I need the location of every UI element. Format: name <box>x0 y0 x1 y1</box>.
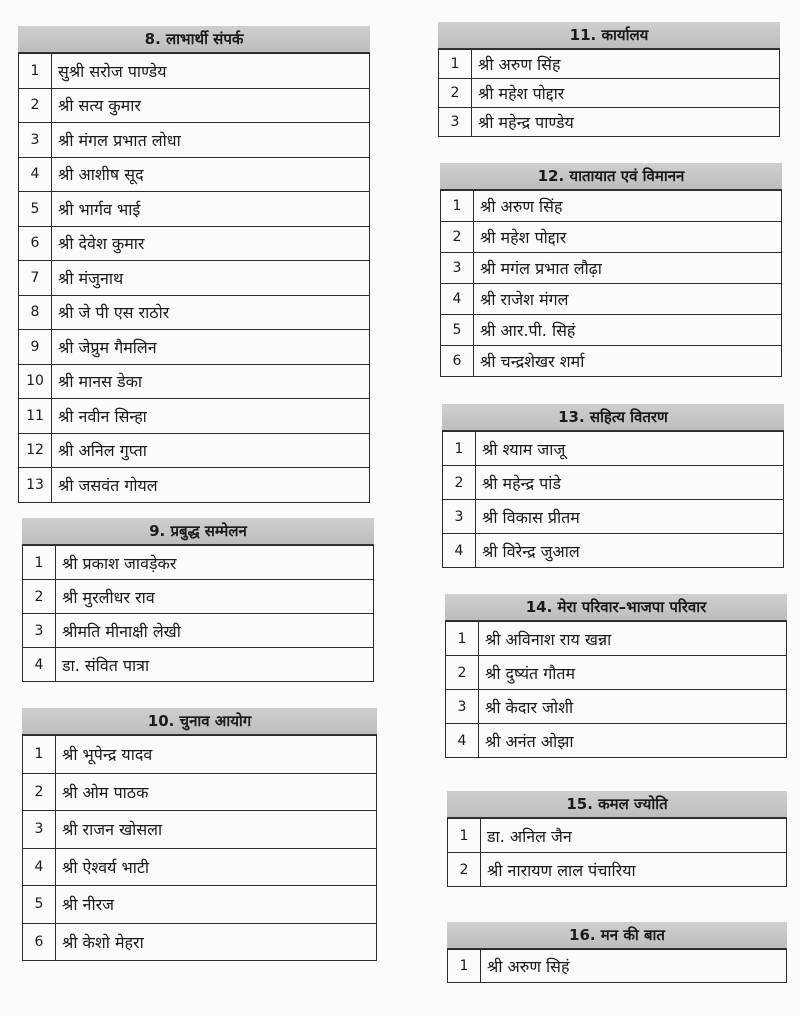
section-title: 10. चुनाव आयोग <box>22 708 377 735</box>
member-name: श्री अरुण सिंह <box>472 50 780 79</box>
member-name: श्री नारायण लाल पंचारिया <box>481 853 787 887</box>
section-title: 11. कार्यालय <box>438 22 780 49</box>
section-9 <box>22 518 374 682</box>
member-name: श्री प्रकाश जावड़ेकर <box>56 546 374 580</box>
member-name: श्री केशो मेहरा <box>56 923 377 961</box>
serial-number: 10 <box>19 364 52 399</box>
table-row <box>441 253 782 284</box>
member-name: श्रीमति मीनाक्षी लेखी <box>56 614 374 648</box>
table-row <box>23 811 377 849</box>
serial-number: 6 <box>19 226 52 261</box>
member-name: श्री अविनाश राय खन्ना <box>479 622 787 656</box>
table-row <box>23 886 377 924</box>
member-name: श्री आशीष सूद <box>52 157 370 192</box>
table-row <box>23 546 374 580</box>
section-8 <box>18 26 370 503</box>
table-row <box>19 123 370 158</box>
serial-number: 1 <box>439 50 472 79</box>
table-row <box>23 614 374 648</box>
member-table <box>447 818 787 887</box>
table-row <box>19 192 370 227</box>
member-name: श्री मानस डेका <box>52 364 370 399</box>
table-row <box>19 399 370 434</box>
table-row <box>448 853 787 887</box>
serial-number: 11 <box>19 399 52 434</box>
member-name: सुश्री सरोज पाण्डेय <box>52 54 370 89</box>
serial-number: 5 <box>19 192 52 227</box>
serial-number: 4 <box>446 724 479 758</box>
serial-number: 3 <box>23 614 56 648</box>
member-name: श्री महेन्द्र पांडे <box>476 466 784 500</box>
member-table <box>440 190 782 377</box>
member-name: श्री दुष्यंत गौतम <box>479 656 787 690</box>
section-title: 13. सहित्य वितरण <box>442 404 784 431</box>
member-name: श्री सत्य कुमार <box>52 88 370 123</box>
table-row <box>446 690 787 724</box>
serial-number: 3 <box>23 811 56 849</box>
serial-number: 5 <box>23 886 56 924</box>
member-name: श्री ऐश्वर्य भाटी <box>56 848 377 886</box>
table-row <box>443 432 784 466</box>
serial-number: 2 <box>439 79 472 108</box>
serial-number: 1 <box>443 432 476 466</box>
member-name: श्री जेप्रुम गैमलिन <box>52 330 370 365</box>
serial-number: 2 <box>19 88 52 123</box>
section-title: 16. मन की बात <box>447 922 787 949</box>
serial-number: 4 <box>443 534 476 568</box>
table-row <box>23 923 377 961</box>
serial-number: 3 <box>441 253 474 284</box>
member-name: श्री अरुण सिहं <box>481 950 787 983</box>
serial-number: 2 <box>443 466 476 500</box>
serial-number: 12 <box>19 433 52 468</box>
serial-number: 1 <box>448 950 481 983</box>
member-name: श्री भार्गव भाई <box>52 192 370 227</box>
serial-number: 3 <box>443 500 476 534</box>
member-name: श्री केदार जोशी <box>479 690 787 724</box>
table-row <box>19 54 370 89</box>
table-row <box>448 819 787 853</box>
member-table <box>22 545 374 682</box>
table-row <box>441 346 782 377</box>
table-row <box>19 88 370 123</box>
table-row <box>439 108 780 137</box>
member-name: श्री आर.पी. सिहं <box>474 315 782 346</box>
table-row <box>446 724 787 758</box>
member-name: श्री महेश पोद्दार <box>474 222 782 253</box>
table-row <box>23 648 374 682</box>
member-name: श्री ओम पाठक <box>56 773 377 811</box>
section-title: 12. यातायात एवं विमानन <box>440 163 782 190</box>
member-table <box>18 53 370 503</box>
member-name: श्री मगंल प्रभात लौढ़ा <box>474 253 782 284</box>
table-row <box>23 773 377 811</box>
serial-number: 2 <box>448 853 481 887</box>
section-13 <box>442 404 784 568</box>
member-name: श्री महेन्द्र पाण्डेय <box>472 108 780 137</box>
section-11 <box>438 22 780 137</box>
member-table <box>447 949 787 983</box>
table-row <box>439 50 780 79</box>
member-name: श्री श्याम जाजू <box>476 432 784 466</box>
serial-number: 1 <box>19 54 52 89</box>
serial-number: 4 <box>19 157 52 192</box>
table-row <box>443 500 784 534</box>
member-name: श्री देवेश कुमार <box>52 226 370 261</box>
member-name: श्री अनिल गुप्ता <box>52 433 370 468</box>
serial-number: 3 <box>446 690 479 724</box>
serial-number: 6 <box>441 346 474 377</box>
member-table <box>442 431 784 568</box>
table-row <box>443 534 784 568</box>
table-row <box>441 315 782 346</box>
member-name: श्री नवीन सिन्हा <box>52 399 370 434</box>
table-row <box>19 226 370 261</box>
member-name: श्री राजन खोसला <box>56 811 377 849</box>
member-name: श्री अनंत ओझा <box>479 724 787 758</box>
serial-number: 3 <box>439 108 472 137</box>
section-10 <box>22 708 377 961</box>
table-row <box>439 79 780 108</box>
member-name: श्री महेश पोद्दार <box>472 79 780 108</box>
section-16 <box>447 922 787 983</box>
serial-number: 7 <box>19 261 52 296</box>
serial-number: 2 <box>23 773 56 811</box>
member-table <box>22 735 377 961</box>
serial-number: 4 <box>441 284 474 315</box>
member-name: श्री मंजुनाथ <box>52 261 370 296</box>
serial-number: 6 <box>23 923 56 961</box>
serial-number: 13 <box>19 468 52 503</box>
table-row <box>19 468 370 503</box>
member-name: श्री राजेश मंगल <box>474 284 782 315</box>
table-row <box>19 364 370 399</box>
member-name: श्री नीरज <box>56 886 377 924</box>
serial-number: 2 <box>446 656 479 690</box>
serial-number: 1 <box>441 191 474 222</box>
serial-number: 4 <box>23 648 56 682</box>
member-name: श्री चन्द्रशेखर शर्मा <box>474 346 782 377</box>
member-name: श्री भूपेन्द्र यादव <box>56 736 377 774</box>
member-name: श्री अरुण सिंह <box>474 191 782 222</box>
serial-number: 9 <box>19 330 52 365</box>
table-row <box>23 580 374 614</box>
section-title: 9. प्रबुद्ध सम्मेलन <box>22 518 374 545</box>
table-row <box>19 433 370 468</box>
table-row <box>19 295 370 330</box>
table-row <box>19 261 370 296</box>
section-12 <box>440 163 782 377</box>
member-name: श्री मंगल प्रभात लोधा <box>52 123 370 158</box>
table-row <box>443 466 784 500</box>
member-name: श्री जसवंत गोयल <box>52 468 370 503</box>
section-title: 14. मेरा परिवार–भाजपा परिवार <box>445 594 787 621</box>
member-name: डा. अनिल जैन <box>481 819 787 853</box>
table-row <box>441 191 782 222</box>
table-row <box>23 736 377 774</box>
serial-number: 1 <box>23 736 56 774</box>
serial-number: 1 <box>446 622 479 656</box>
serial-number: 5 <box>441 315 474 346</box>
table-row <box>23 848 377 886</box>
serial-number: 4 <box>23 848 56 886</box>
section-title: 8. लाभार्थी संपर्क <box>18 26 370 53</box>
serial-number: 2 <box>441 222 474 253</box>
table-row <box>446 656 787 690</box>
table-row <box>441 222 782 253</box>
serial-number: 1 <box>448 819 481 853</box>
section-14 <box>445 594 787 758</box>
member-name: श्री मुरलीधर राव <box>56 580 374 614</box>
table-row <box>441 284 782 315</box>
table-row <box>446 622 787 656</box>
serial-number: 1 <box>23 546 56 580</box>
table-row <box>19 157 370 192</box>
member-table <box>445 621 787 758</box>
table-row <box>19 330 370 365</box>
serial-number: 3 <box>19 123 52 158</box>
member-name: श्री जे पी एस राठोर <box>52 295 370 330</box>
member-name: डा. संवित पात्रा <box>56 648 374 682</box>
table-row <box>448 950 787 983</box>
serial-number: 8 <box>19 295 52 330</box>
member-table <box>438 49 780 137</box>
section-15 <box>447 791 787 887</box>
serial-number: 2 <box>23 580 56 614</box>
section-title: 15. कमल ज्योति <box>447 791 787 818</box>
member-name: श्री विरेन्द्र जुआल <box>476 534 784 568</box>
member-name: श्री विकास प्रीतम <box>476 500 784 534</box>
